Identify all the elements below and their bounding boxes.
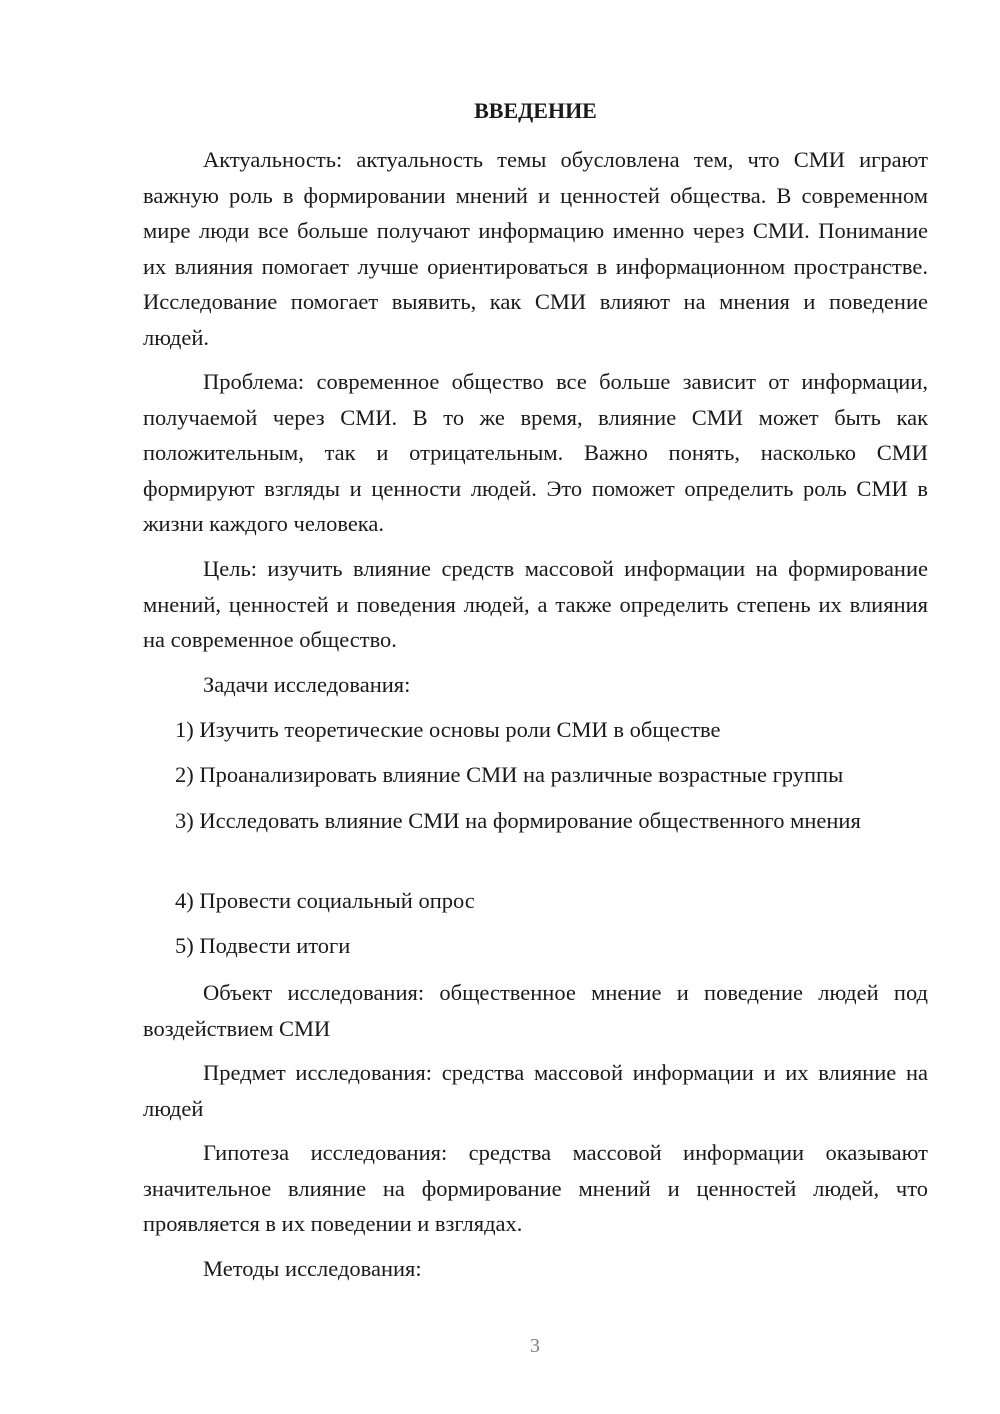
task-item-1: 1) Изучить теоретические основы роли СМИ в обществе [175,717,721,742]
paragraph-problem: Проблема: современное общество все больше зависит от информации, получаемой через СМИ. В то же время, влияние СМИ может быть как положительным, так и отрицательным. Важно понять, насколько СМИ формируют взгляды и ценности людей. Это поможет определить роль СМИ в жизни каждого человека. [143,369,928,536]
paragraph-methods: Методы исследования: [203,1256,422,1281]
page-number: 3 [530,1335,540,1357]
task-item-5: 5) Подвести итоги [175,933,351,958]
task-item-3: 3) Исследовать влияние СМИ на формирование общественного мнения [175,808,861,833]
paragraph-subject: Предмет исследования: средства массовой информации и их влияние на людей [143,1060,928,1121]
paragraph-goal: Цель: изучить влияние средств массовой информации на формирование мнений, ценностей и поведения людей, а также определить степень их влияния на современное общество. [143,556,928,652]
paragraph-object: Объект исследования: общественное мнение и поведение людей под воздействием СМИ [143,980,928,1041]
page-heading: ВВЕДЕНИЕ [474,98,597,123]
paragraph-hypothesis: Гипотеза исследования: средства массовой информации оказывают значительное влияние на формирование мнений и ценностей людей, что проявляется в их поведении и взглядах. [143,1140,928,1236]
paragraph-relevance: Актуальность: актуальность темы обусловлена тем, что СМИ играют важную роль в формировании мнений и ценностей общества. В современном мире люди все больше получают информацию именно через СМИ. Понимание их влияния помогает лучше ориентироваться в информационном пространстве. Исследование помогает выявить, как СМИ влияют на мнения и поведение людей. [143,147,928,350]
paragraph-tasks-heading: Задачи исследования: [203,672,411,697]
task-item-2: 2) Проанализировать влияние СМИ на различные возрастные группы [175,762,844,787]
task-item-4: 4) Провести социальный опрос [175,888,475,913]
